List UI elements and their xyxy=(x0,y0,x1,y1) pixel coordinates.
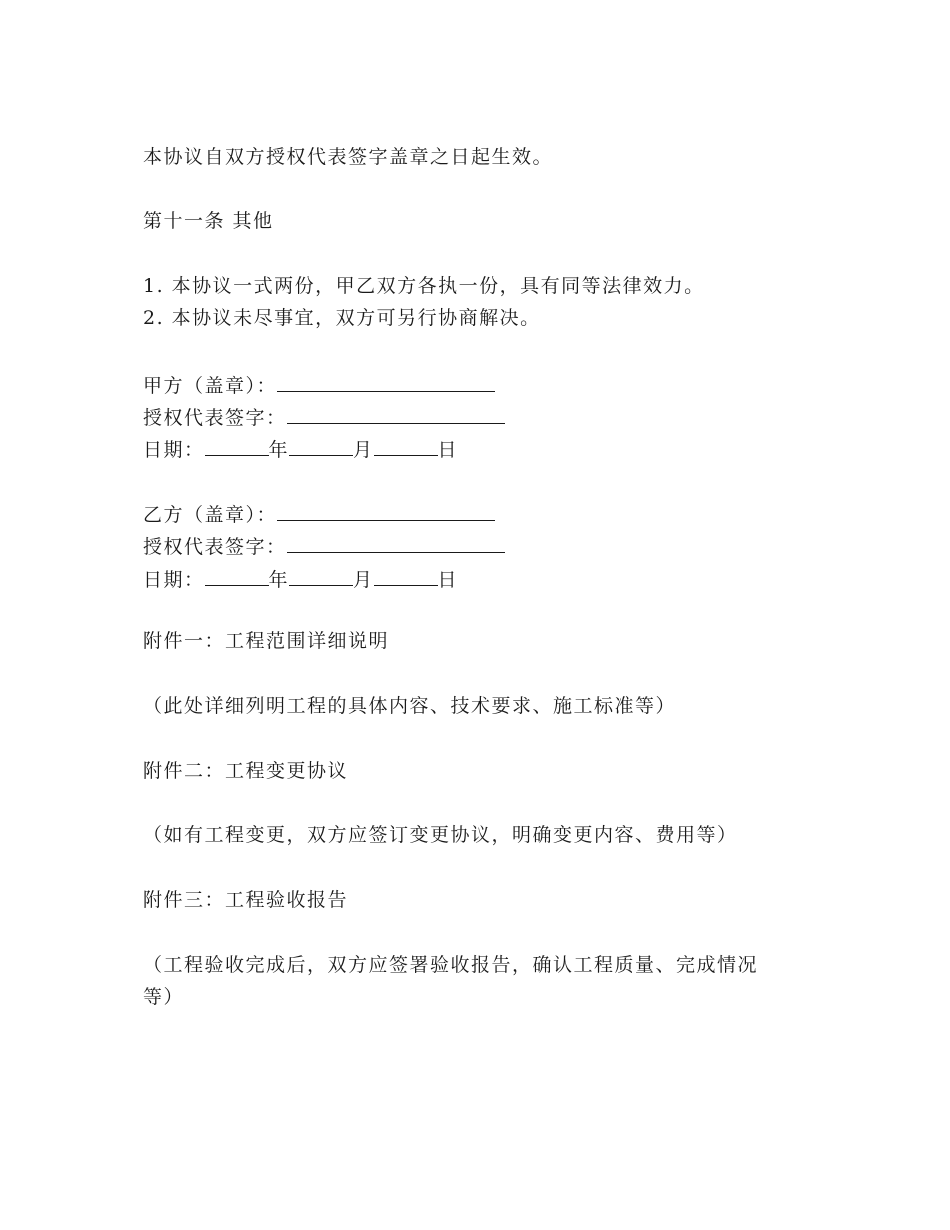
party-b-month-label: 月 xyxy=(353,569,374,591)
party-b-signature-row xyxy=(143,532,505,559)
party-a-signature-row xyxy=(143,403,505,430)
party-b-signature-blank[interactable] xyxy=(287,532,505,553)
party-a-year-blank[interactable] xyxy=(205,435,269,456)
article-11-item-2: 2. 本协议未尽事宜，双方可另行协商解决。 xyxy=(143,307,541,329)
attachment-2-note: （如有工程变更，双方应签订变更协议，明确变更内容、费用等） xyxy=(143,824,738,846)
party-b-signature-label: 授权代表签字： xyxy=(143,536,287,558)
article-11-item-1: 1. 本协议一式两份，甲乙双方各执一份，具有同等法律效力。 xyxy=(143,275,705,297)
article-11-heading: 第十一条 其他 xyxy=(143,210,274,232)
party-a-date-label: 日期： xyxy=(143,439,205,461)
party-b-seal-blank[interactable] xyxy=(277,500,495,521)
party-b-date-label: 日期： xyxy=(143,569,205,591)
attachment-3-title: 附件三：工程验收报告 xyxy=(143,889,349,911)
party-b-date-row xyxy=(143,565,458,592)
party-a-day-label: 日 xyxy=(437,439,459,461)
party-b-year-blank[interactable] xyxy=(205,565,269,586)
party-a-month-blank[interactable] xyxy=(289,435,353,456)
party-a-seal-blank[interactable] xyxy=(277,371,495,392)
attachment-3-note-line-1: （工程验收完成后，双方应签署验收报告，确认工程质量、完成情况 xyxy=(143,954,759,976)
party-a-seal-row xyxy=(143,371,495,398)
attachment-3-note-line-2: 等） xyxy=(143,986,185,1008)
party-b-year-label: 年 xyxy=(268,569,290,591)
party-a-day-blank[interactable] xyxy=(374,435,438,456)
party-a-month-label: 月 xyxy=(353,439,374,461)
attachment-1-title: 附件一：工程范围详细说明 xyxy=(143,630,390,652)
party-a-year-label: 年 xyxy=(268,439,290,461)
attachment-1-note: （此处详细列明工程的具体内容、技术要求、施工标准等） xyxy=(143,695,677,717)
party-b-day-blank[interactable] xyxy=(374,565,438,586)
party-a-date-row xyxy=(143,435,458,462)
party-b-seal-row xyxy=(143,500,495,527)
party-a-signature-blank[interactable] xyxy=(287,403,505,424)
party-b-day-label: 日 xyxy=(437,569,459,591)
effective-clause: 本协议自双方授权代表签字盖章之日起生效。 xyxy=(143,146,554,168)
party-b-seal-label: 乙方（盖章）： xyxy=(143,504,278,526)
party-a-signature-label: 授权代表签字： xyxy=(143,407,287,429)
attachment-2-title: 附件二：工程变更协议 xyxy=(143,760,349,782)
party-a-seal-label: 甲方（盖章）： xyxy=(143,375,278,397)
party-b-month-blank[interactable] xyxy=(289,565,353,586)
